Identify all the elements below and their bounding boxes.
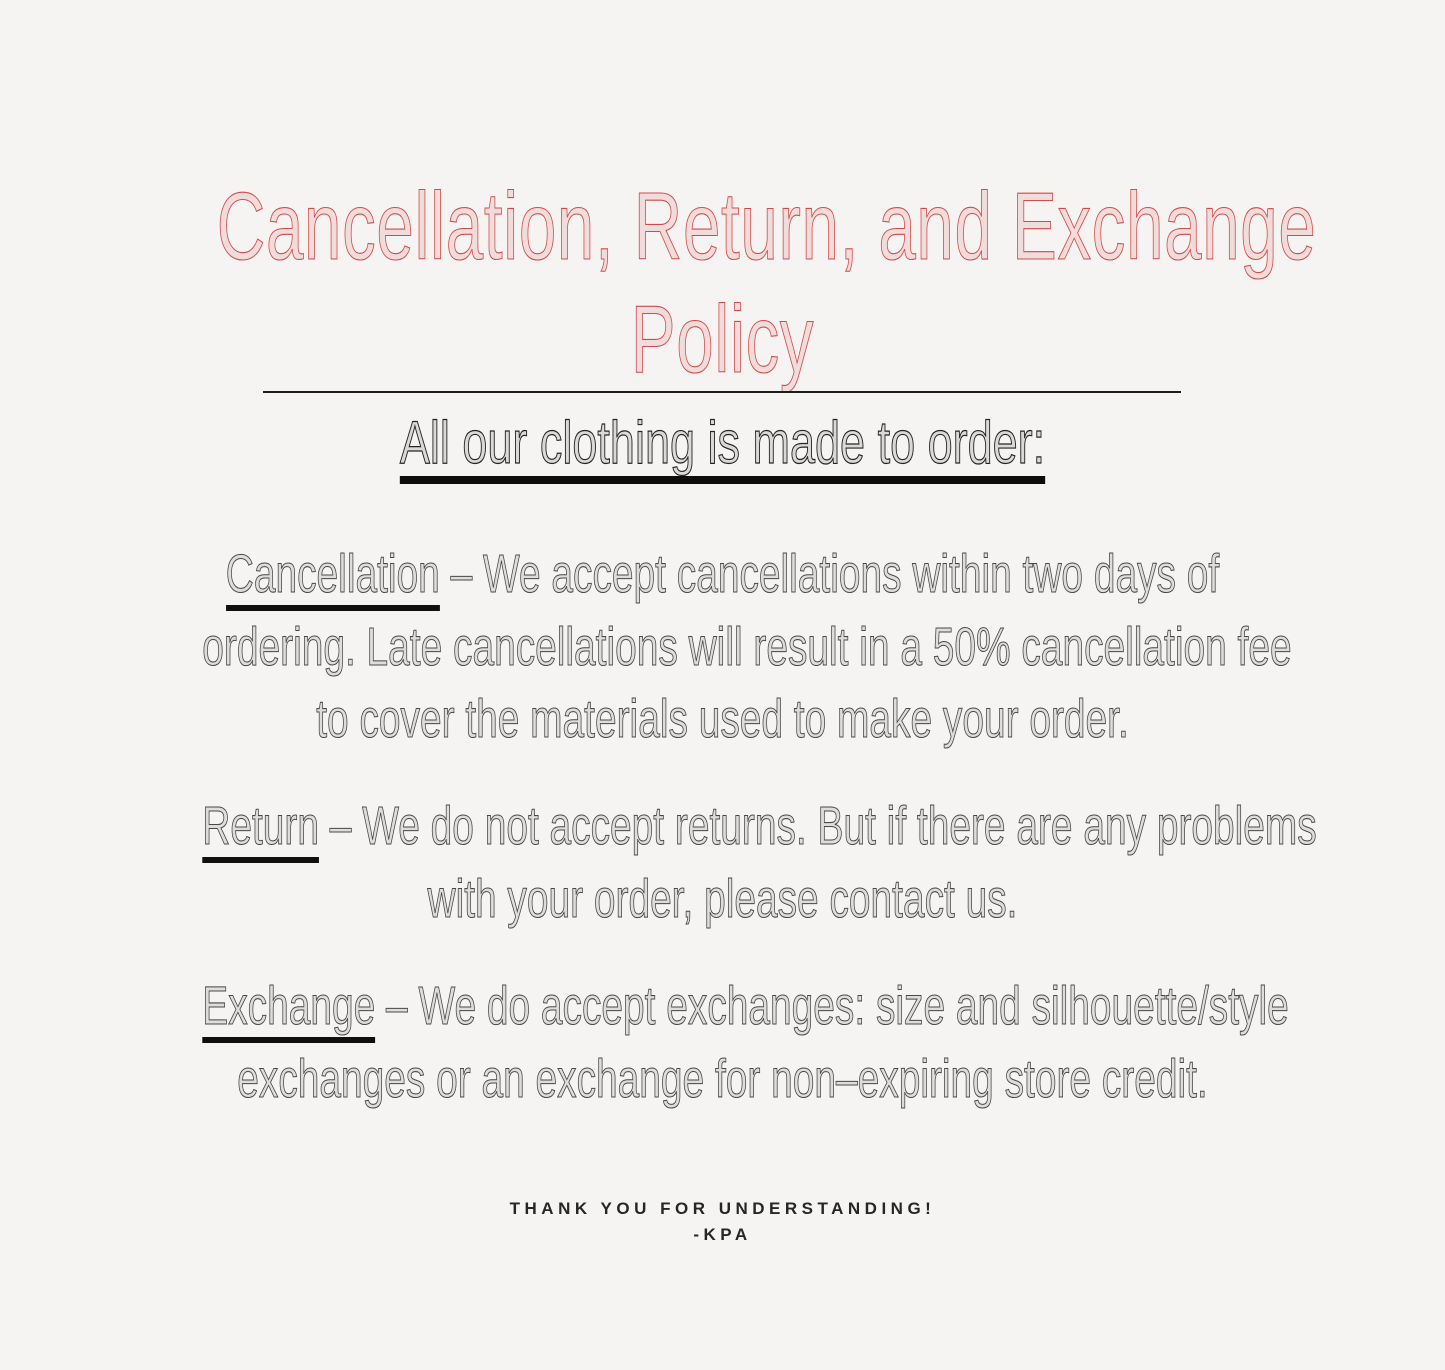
page-title — [0, 170, 1445, 396]
paragraph-line: with your order, please contact us. — [427, 869, 1018, 930]
page-title-line1: Cancellation, Return, and Exchange — [216, 173, 1317, 280]
policy-section-exchange — [0, 970, 1445, 1115]
paragraph-text: – We do not accept returns. But if there are any problems — [319, 796, 1317, 856]
subtitle — [0, 408, 1445, 478]
paragraph-text: – We do accept exchanges: size and silhouette/style — [375, 976, 1289, 1036]
return-lead-word: Return — [202, 797, 319, 863]
footer-signature: -KPA — [693, 1225, 752, 1244]
paragraph-line: to cover the materials used to make your order. — [316, 689, 1129, 750]
policy-section-cancellation — [0, 538, 1445, 755]
paragraph-line: exchanges or an exchange for non–expiring store credit. — [237, 1049, 1208, 1110]
paragraph-line: ordering. Late cancellations will result in a 50% cancellation fee — [202, 617, 1292, 678]
subtitle-text: All our clothing is made to order: — [399, 409, 1046, 476]
footer-thanks-text: THANK YOU FOR UNDERSTANDING! — [509, 1199, 936, 1218]
policy-section-return — [0, 790, 1445, 935]
exchange-lead-word: Exchange — [202, 977, 375, 1043]
page-title-line2: Policy — [630, 286, 815, 393]
paragraph-text: – We accept cancellations within two days of — [439, 544, 1220, 604]
cancellation-lead-word: Cancellation — [226, 545, 440, 611]
subtitle-line — [181, 408, 1265, 478]
title-divider-line — [263, 391, 1181, 393]
paragraph-line — [202, 970, 1289, 1043]
paragraph-line — [202, 790, 1317, 863]
footer — [0, 1196, 1445, 1248]
paragraph-line — [202, 538, 1242, 611]
